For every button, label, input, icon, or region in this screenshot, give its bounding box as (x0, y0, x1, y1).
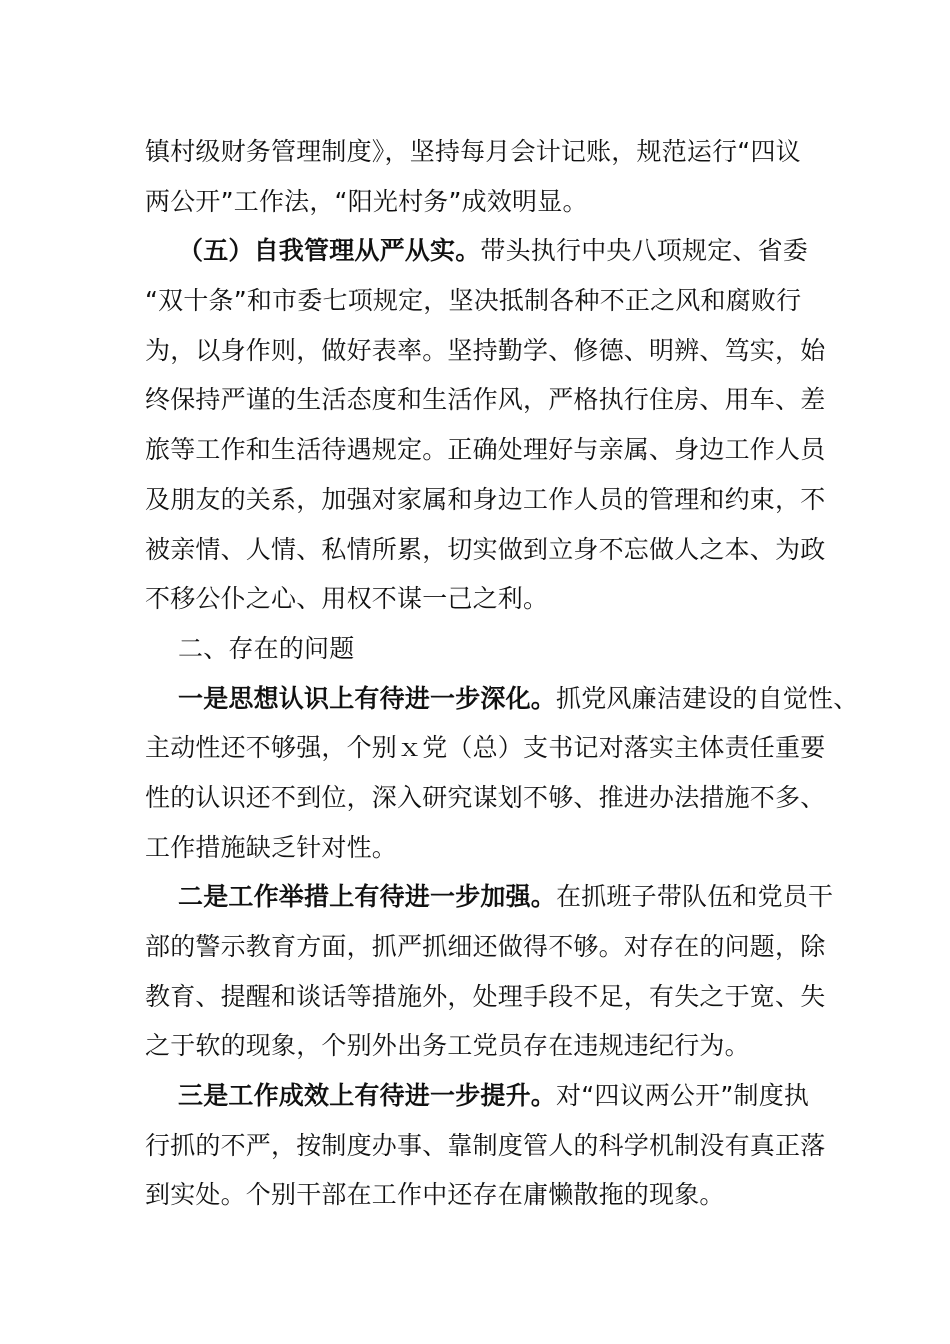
body-line: 及朋友的关系，加强对家属和身边工作人员的管理和约束，不 (145, 484, 826, 514)
paragraph-problem-1 (145, 674, 859, 724)
body-text: 带头执行中央八项规定、省委 (480, 236, 809, 266)
body-line: 主动性还不够强，个别ｘ党（总）支书记对落实主体责任重要 (145, 733, 826, 763)
body-line: 到实处。个别干部在工作中还存在庸懒散拖的现象。 (145, 1180, 725, 1210)
body-text: 在抓班子带队伍和党员干 (556, 882, 834, 912)
body-line: “双十条”和市委七项规定，坚决抵制各种不正之风和腐败行 (145, 286, 802, 316)
body-line: 教育、提醒和谈话等措施外，处理手段不足，有失之于宽、失 (145, 981, 826, 1011)
body-line: 部的警示教育方面，抓严抓细还做得不够。对存在的问题，除 (145, 932, 826, 961)
section-title: 二、存在的问题 (178, 633, 355, 663)
body-line: 终保持严谨的生活态度和生活作风，严格执行住房、用车、差 (145, 385, 826, 415)
paragraph-heading: 二是工作举措上有待进一步加强。 (178, 882, 557, 912)
body-text: 对“四议两公开”制度执 (556, 1081, 810, 1111)
body-line: 被亲情、人情、私情所累，切实做到立身不忘做人之本、为政 (145, 534, 826, 564)
body-line: 行抓的不严，按制度办事、靠制度管人的科学机制没有真正落 (145, 1130, 826, 1160)
body-line: 不移公仆之心、用权不谋一己之利。 (145, 584, 549, 614)
paragraph-problem-2 (145, 872, 834, 922)
paragraph-heading: 三是工作成效上有待进一步提升。 (178, 1081, 557, 1111)
paragraph-self-management (145, 226, 825, 276)
paragraph-problem-3 (145, 1071, 825, 1121)
paragraph-heading: 一是思想认识上有待进一步深化。 (178, 683, 557, 713)
paragraph-heading: （五）自我管理从严从实。 (178, 236, 481, 266)
body-line: 镇村级财务管理制度》，坚持每月会计记账，规范运行“四议 (145, 137, 801, 166)
body-text: 抓党风廉洁建设的自觉性、 (556, 683, 859, 713)
body-line: 工作措施缺乏针对性。 (145, 832, 398, 862)
body-line: 性的认识还不到位，深入研究谋划不够、推进办法措施不多、 (145, 782, 826, 812)
body-line: 之于软的现象，个别外出务工党员存在违规违纪行为。 (145, 1031, 750, 1061)
document-body (145, 127, 859, 1220)
body-line: 旅等工作和生活待遇规定。正确处理好与亲属、身边工作人员 (145, 435, 826, 465)
body-line: 为，以身作则，做好表率。坚持勤学、修德、明辨、笃实，始 (145, 335, 826, 365)
body-line: 两公开”工作法，“阳光村务”成效明显。 (145, 186, 588, 216)
